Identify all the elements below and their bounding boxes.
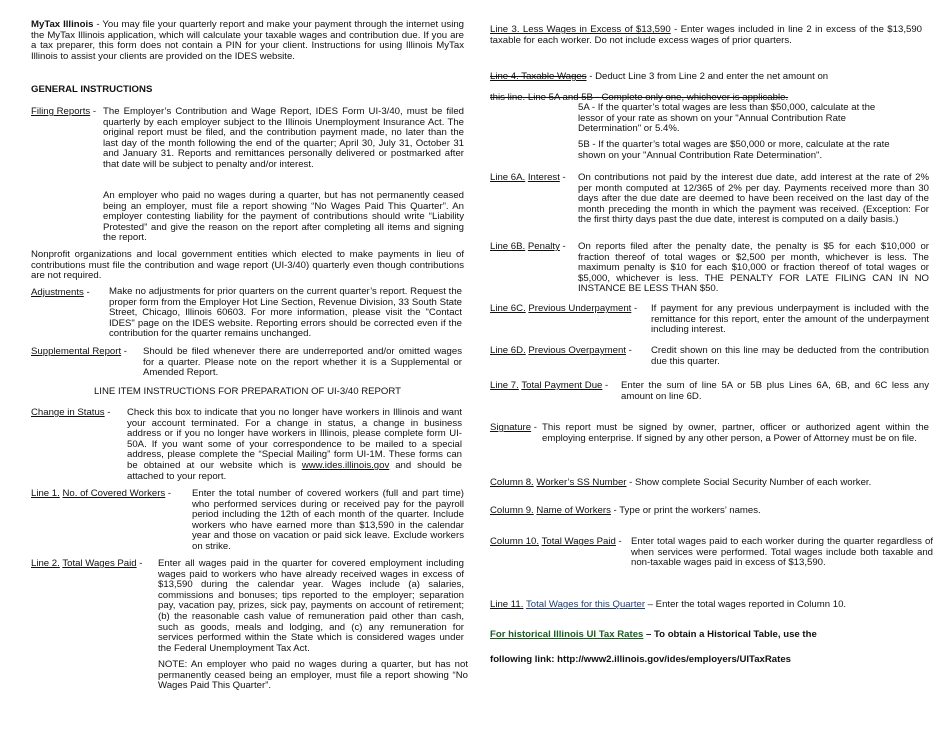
line1-term-b: No. of Covered Workers	[62, 488, 166, 499]
signature-text: This report must be signed by owner, partner, officer or authorized agent within the employing enterprise. If signed by any other person, a Power of Attorney must be on file.	[542, 422, 929, 444]
line3-term: Line 3. Less Wages in Excess of $13,590	[490, 24, 671, 35]
col10-term-a: Column 10.	[490, 536, 540, 547]
line2-label	[31, 559, 143, 570]
supplemental-label	[31, 347, 127, 358]
line6c-label	[490, 304, 637, 315]
line6d-term-a: Line 6D.	[490, 345, 526, 356]
col8-term-a: Column 8.	[490, 477, 534, 488]
line7-sep: -	[602, 380, 609, 391]
col9-term-a: Column 9.	[490, 505, 534, 516]
line7-term-a: Line 7.	[490, 380, 519, 391]
line1-term-a: Line 1.	[31, 488, 60, 499]
change-status-sep: -	[104, 407, 111, 418]
line3-text: - Enter wages included in line 2 in excess of the $13,590 taxable for each worker. Do not include excess wages of prior quarters.	[490, 24, 922, 46]
line6d-label	[490, 346, 632, 357]
line7-term-b: Total Payment Due	[521, 380, 603, 391]
change-status-text	[127, 408, 462, 482]
line6b-text: On reports filed after the penalty date, the penalty is $5 for each $10,000 or fraction thereof of total wages or $2,500 per month, whichever is less. The maximum penalty is $10 for each $10,000 or fraction thereof of total wages or $5,000, whichever is less. THE PENALTY FOR LATE FILING CAN IN NO INSTANCE BE LESS THAN $50.	[578, 241, 929, 295]
line6b-term-b: Penalty	[527, 241, 560, 252]
change-status-term: Change in Status	[31, 407, 105, 418]
line1-sep: -	[165, 488, 172, 499]
line1-text: Enter the total number of covered workers (full and part time) who performed services during or received pay for the payroll period including the 12th of each month of the quarter. Include workers who have earned more than $13,590 in the calendar year and those on vacation or paid sick leave. Exclude workers on strike.	[192, 488, 464, 552]
filing-reports-label	[31, 107, 96, 118]
following-link-line[interactable]: following link: http://www2.illinois.gov/ides/employers/UITaxRates	[490, 654, 792, 665]
line4-text: - Deduct Line 3 from Line 2 and enter the net amount on	[586, 71, 829, 82]
intro-title: MyTax Illinois	[31, 19, 94, 30]
line6a-sep: -	[559, 172, 566, 183]
filing-reports-sep: -	[90, 106, 97, 117]
line6c-sep: -	[631, 303, 638, 314]
line6c-text: If payment for any previous underpayment is included with the remittance for this report, enter the amount of the underpayment including interest.	[651, 303, 929, 336]
line6c-term-b: Previous Underpayment	[528, 303, 632, 314]
line2-term-a: Line 2.	[31, 558, 60, 569]
col10-term-b: Total Wages Paid	[541, 536, 616, 547]
filing-reports-text-2: An employer who paid no wages during a quarter, but has not permanently ceased being an employer, must file a report showing “No Wages Paid This Quarter”. An employer contesting liability for the payment of contributions should write “Liability Protested” and give the reason on the report after completing all items and signing the report.	[103, 190, 464, 244]
line7-label	[490, 381, 608, 392]
line-item-heading: LINE ITEM INSTRUCTIONS FOR PREPARATION OF UI-3/40 REPORT	[93, 386, 402, 397]
line5a-text: 5A - If the quarter’s total wages are less than $50,000, calculate at the lessor of your rate as shown on your "Annual Contribution Rate Determination" or 5.4%.	[578, 102, 876, 135]
line6b-label	[490, 242, 566, 253]
historical-paragraph	[490, 630, 817, 641]
line3-paragraph	[490, 25, 922, 46]
line6a-term-b: Interest	[527, 172, 560, 183]
intro-paragraph	[31, 20, 464, 62]
nonprofit-paragraph: Nonprofit organizations and local government entities which elected to make payments in lieu of contributions must file the contribution and wage report (UI-3/40) quarterly even though contributions are not required.	[31, 249, 464, 282]
adjustments-text: Make no adjustments for prior quarters on the current quarter’s report. Request the proper form from the Employer Hot Line Section, Revenue Division, 33 South State Street, Chicago, Illinois 60603. For more information, please visit the "Contact IDES" page on the IDES website. Reporting errors should be corrected even if the contribution for the quarter remains unchanged.	[109, 286, 462, 340]
intro-text: - You may file your quarterly report and make your payment through the internet using the MyTax Illinois application, which will calculate your taxable wages and contribution due. If you are a tax preparer, this form does not contain a PIN for your client. Instructions for using Illinois MyTax Illinois to assist your clients are provided on the IDES website.	[31, 19, 464, 62]
signature-label	[490, 423, 537, 434]
column10-label	[490, 537, 622, 548]
filing-reports-text-1: The Employer’s Contribution and Wage Report, IDES Form UI-3/40, must be filed quarterly by each employer subject to the Illinois Unemployment Insurance Act. The original report must be filed, and the contribution payment made, no later than the last day of the month following the end of the quarter; April 30, July 31, October 31 and January 31. Reports and remittances personally delivered or postmarked after that date will be subject to penalty and/or interest.	[103, 106, 464, 170]
general-instructions-heading: GENERAL INSTRUCTIONS	[31, 84, 153, 95]
line2-note: NOTE: An employer who paid no wages during a quarter, but has not permanently ceased being an employer, must file a report showing “No Wages Paid This Quarter”.	[158, 659, 468, 692]
col10-sep: -	[615, 536, 622, 547]
line6d-text: Credit shown on this line may be deducted from the contribution due this quarter.	[651, 345, 929, 367]
line6d-term-b: Previous Overpayment	[528, 345, 626, 356]
line6a-text: On contributions not paid by the interest due date, add interest at the rate of 2% per month computed at 12/365 of 2% per day. Payments received more than 30 days after the due date are deemed to have been received on the last day of the month preceding the month in which the payment was received. (Exception: For the first thirty days past the due date, interest is computed on a daily basis.)	[578, 172, 929, 226]
line2-term-b: Total Wages Paid	[62, 558, 137, 569]
supplemental-sep: -	[121, 346, 128, 357]
column9-paragraph	[490, 506, 761, 517]
line11-paragraph	[490, 600, 846, 611]
adjustments-sep: -	[83, 287, 90, 298]
historical-text: – To obtain a Historical Table, use the	[643, 629, 817, 640]
line6d-sep: -	[625, 345, 632, 356]
line2-sep: -	[136, 558, 143, 569]
change-status-label	[31, 408, 110, 419]
col9-term-b: Name of Workers	[536, 505, 611, 516]
signature-term: Signature	[490, 422, 532, 433]
line2-text: Enter all wages paid in the quarter for covered employment including wages paid to workers who have already received wages in excess of $13,590 during the calendar year. Wages include (a) salaries, commissions and bonuses; tips reported to the employer; separation pay, vacation pay, prizes, sick pay, payments on account of retirement; (b) the reasonable cash value of remuneration paid other than cash, such as goods, meals and lodging, and (c) any remuneration for services performed within the State which is considered wages under the Federal Unemployment Tax Act.	[158, 558, 464, 654]
line11-text: – Enter the total wages reported in Column 10.	[645, 599, 847, 610]
line5-intro: this line. Line 5A and 5B - Complete only one, whichever is applicable.	[490, 93, 789, 103]
col8-text: - Show complete Social Security Number of each worker.	[626, 477, 872, 488]
line4-term: Line 4. Taxable Wages	[490, 71, 587, 82]
line11-term-b: Total Wages for this Quarter	[525, 599, 646, 610]
line5b-text: 5B - If the quarter’s total wages are $50,000 or more, calculate at the rate shown on your "Annual Contribution Rate Determination".	[578, 139, 890, 161]
change-status-tail: and should be attached to your report.	[127, 459, 462, 482]
line6a-term-a: Line 6A.	[490, 172, 526, 183]
line6c-term-a: Line 6C.	[490, 303, 526, 314]
supplemental-term: Supplemental Report	[31, 346, 122, 357]
col9-text: - Type or print the workers’ names.	[610, 505, 761, 516]
adjustments-label	[31, 288, 90, 299]
line4-paragraph	[490, 72, 918, 83]
column10-text: Enter total wages paid to each worker during the quarter regardless of when services were performed. Total wages include both taxable and non-taxable wages paid in excess of $13,590.	[631, 536, 933, 569]
adjustments-term: Adjustments	[31, 287, 84, 298]
ides-website-link[interactable]: www.ides.illinois.gov	[301, 459, 390, 471]
filing-reports-term: Filing Reports	[31, 106, 91, 117]
line6b-sep: -	[559, 241, 566, 252]
supplemental-text: Should be filed whenever there are underreported and/or omitted wages for a quarter. Please note on the report whether it is a Supplemental or Amended Report.	[143, 346, 462, 379]
line6a-label	[490, 173, 566, 184]
line7-text: Enter the sum of line 5A or 5B plus Lines 6A, 6B, and 6C less any amount on line 6D.	[621, 380, 929, 402]
line6b-term-a: Line 6B.	[490, 241, 526, 252]
col8-term-b: Worker’s SS Number	[536, 477, 627, 488]
line1-label	[31, 489, 171, 500]
signature-sep: -	[531, 422, 537, 433]
historical-rates-link[interactable]: For historical Illinois UI Tax Rates	[490, 629, 644, 640]
column8-paragraph	[490, 478, 871, 489]
change-status-body: Check this box to indicate that you no longer have workers in Illinois and want your account terminated. For a change in status, a change in business address or if you no longer have workers in Illinois, please complete form UI-50A. If you want some of your correspondence to be mailed to a special address, please complete the “Special Mailing” form UI-1M. These forms can be obtained at our website which is	[127, 407, 462, 471]
line11-term-a: Line 11.	[490, 599, 524, 610]
